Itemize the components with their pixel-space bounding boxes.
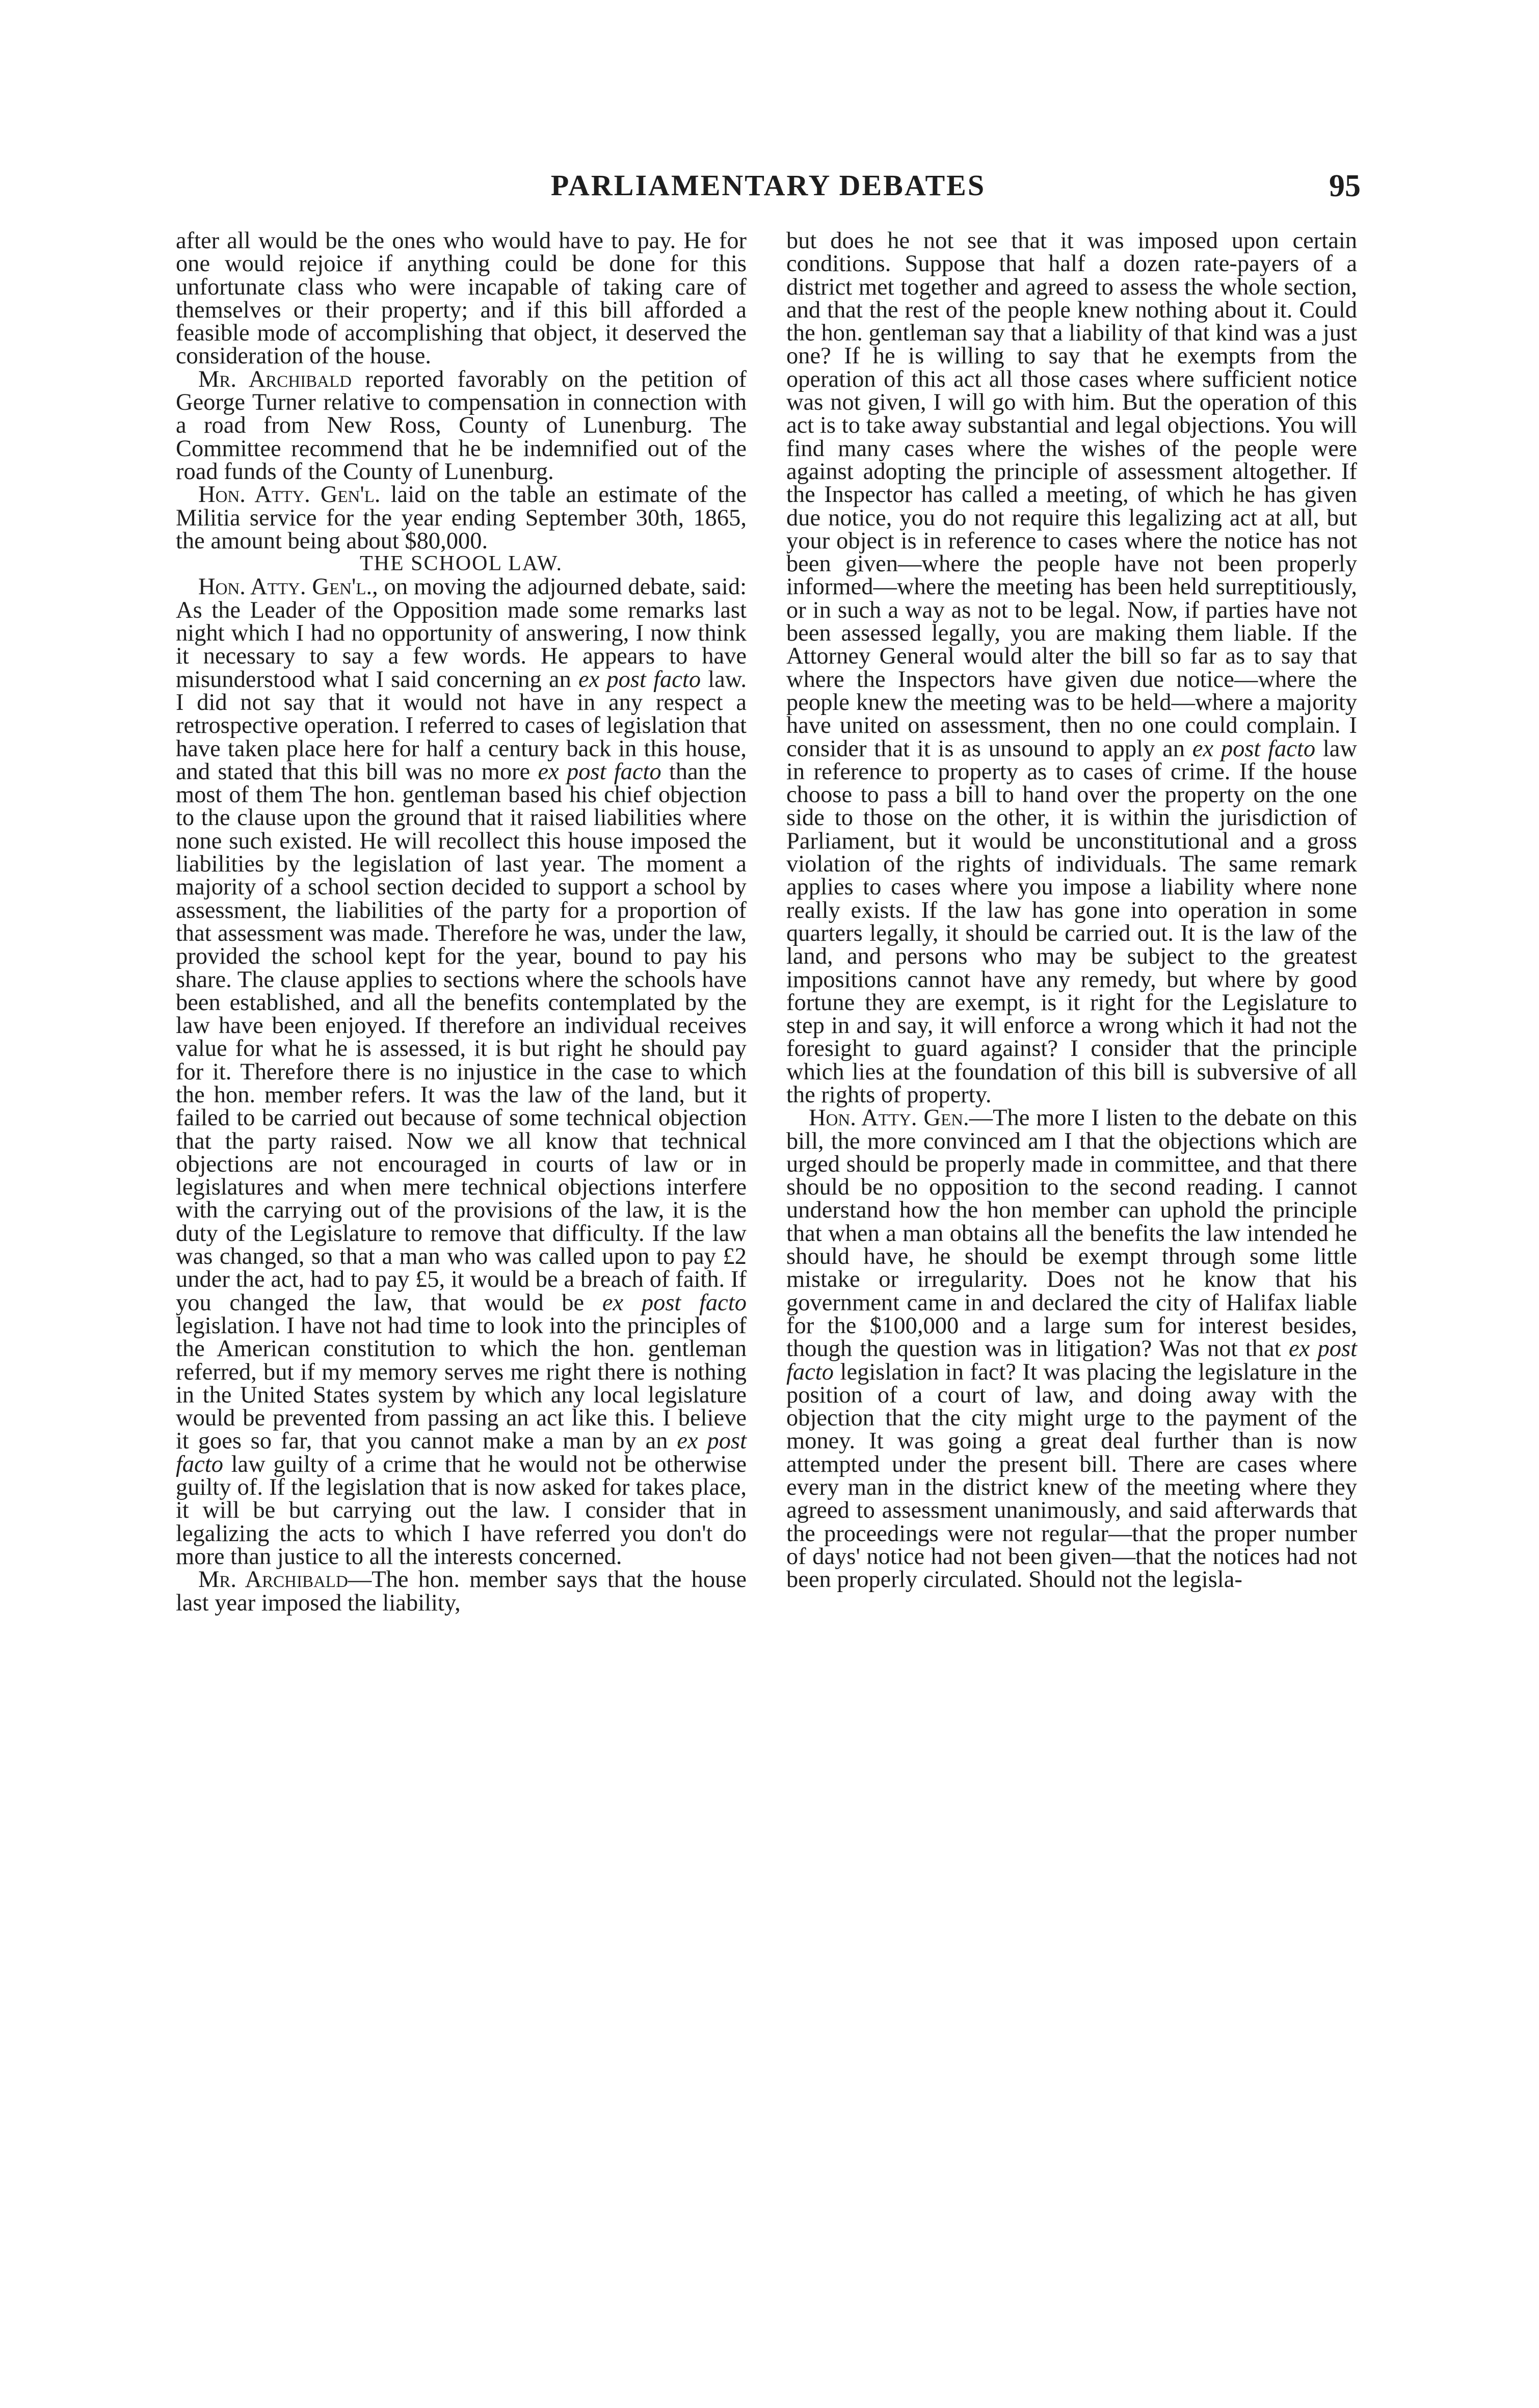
paragraph-text: reported favorably on the petition of George Turner relative to compensation in connection with a road from New Ross, County of Lunenburg. The Committee recommend that he be indemnified out of the road funds of the County of Lunenburg.	[176, 366, 747, 485]
paragraph-text: law. I did not say that it would not have in any respect a retrospective operation. I referred to cases of legislation that have taken place here for half a century back in this house, and stated that this bill was no more	[176, 666, 747, 785]
paragraph	[176, 483, 747, 552]
left-column	[176, 229, 747, 1615]
page-title: PARLIAMENTARY DEBATES	[550, 169, 986, 202]
paragraph-text: legislation in fact? It was placing the legislature in the position of a court of law, and doing away with the objection that the city might urge to the payment of the money. It was going a great deal further than is now attempted under the present bill. There are cases where every man in the district knew of the meeting where they agreed to assessment unanimously, and said afterwards that the proceedings were not regular—that the proper number of days' notice had not been given—that the notices had not been properly circulated. Should not the legisla-	[786, 1359, 1357, 1593]
paragraph	[176, 229, 747, 368]
paragraph	[176, 368, 747, 483]
paragraph	[786, 229, 1357, 1106]
latin-phrase: ex post facto	[602, 1289, 747, 1316]
latin-phrase: ex post facto	[176, 1428, 747, 1477]
paragraph-text: law guilty of a crime that he would not be otherwise guilty of. If the legislation that is now asked for takes place, it will be but carrying out the law. I consider that in legalizing the acts to which I have referred you don't do more than justice to all the interests concerned.	[176, 1451, 747, 1570]
speaker-name: Hon. Atty. Gen'l.	[198, 574, 373, 600]
paragraph-text: after all would be the ones who would have to pay. He for one would rejoice if anything could be done for this unfortunate class who were incapable of taking care of themselves or their property; and if this bill afforded a feasible mode of accomplishing that object, it deserved the consideration of the house.	[176, 228, 747, 369]
latin-phrase: ex post facto	[1192, 735, 1316, 762]
paragraph-text: —The more I listen to the debate on this bill, the more convinced am I that the objections which are urged should be properly made in committee, and that there should be no opposition to the second reading. I cannot understand how the hon member can uphold the principle that when a man obtains all the benefits the law intended he should have, he should be exempt through some little mistake or irregularity. Does not he know that his government came in and declared the city of Halifax liable for the $100,000 and a large sum for interest besides, though the question was in litigation? Was not that	[786, 1105, 1358, 1362]
latin-phrase: ex post facto	[578, 666, 701, 693]
paragraph-text: , on moving the adjourned debate, said: As the Leader of the Opposition made some remarks last night which I had no opportunity of answering, I now think it necessary to say a few words. He appears to have misunderstood what I said concerning an	[176, 574, 747, 693]
speaker-name: Hon. Atty. Gen'l.	[198, 482, 381, 508]
paragraph-text: than the most of them The hon. gentleman based his chief objection to the clause upon the ground that it raised liabilities where none such existed. He will recollect this house imposed the liabilities by the legislation of last year. The moment a majority of a school section decided to support a school by assessment, the liabilities of the party for a proportion of that assessment was made. Therefore he was, under the law, provided the school kept for the year, bound to pay his share. The clause applies to sections where the schools have been established, and all the benefits contemplated by the law have been enjoyed. If therefore an individual receives value for what he is assessed, it is but right he should pay for it. Therefore there is no injustice in the case to which the hon. member refers. It was the law of the land, but it failed to be carried out because of some technical objection that the party raised. Now we all know that technical objections are not encouraged in courts of law or in legislatures and when mere technical objections interfere with the carrying out of the provisions of the law, it is the duty of the Legislature to remove that difficulty. If the law was changed, so that a man who was called upon to pay £2 under the act, had to pay £5, it would be a breach of faith. If you changed the law, that would be	[176, 758, 747, 1316]
paragraph-text: law in reference to property as to cases of crime. If the house choose to pass a bill to hand over the property on the one side to those on the other, it is within the jurisdiction of Parliament, but it would be unconstitutional and a gross violation of the rights of individuals. The same remark applies to cases where you impose a liability where none really exists. If the law has gone into operation in some quarters legally, it should be carried out. It is the law of the land, and persons who may be subject to the greatest impositions cannot have any remedy, but where by good fortune they are exempt, is it right for the Legislature to step in and say, it will enforce a wrong which it had not the foresight to guard against? I consider that the principle which lies at the foundation of this bill is subversive of all the rights of property.	[786, 735, 1358, 1108]
paragraph-text: laid on the table an estimate of the Militia service for the year ending September 30th, 1865, the amount being about $80,000.	[176, 482, 747, 554]
running-header	[176, 168, 1361, 209]
latin-phrase: ex post facto	[538, 758, 661, 785]
page-number: 95	[1329, 169, 1361, 203]
latin-phrase: ex post facto	[786, 1336, 1357, 1385]
section-heading: THE SCHOOL LAW.	[359, 552, 563, 576]
paragraph-text: but does he not see that it was imposed upon certain conditions. Suppose that half a dozen rate-payers of a district met together and agreed to assess the whole section, and that the rest of the people knew nothing about it. Could the hon. gentleman say that a liability of that kind was a just one? If he is willing to say that he exempts from the operation of this act all those cases where sufficient notice was not given, I will go with him. But the operation of this act is to take away substantial and legal objections. You will find many cases where the wishes of the people were against adopting the principle of assessment altogether. If the Inspector has called a meeting, of which he has given due notice, you do not require this legalizing act at all, but your object is in reference to cases where the notice has not been given—where the people have not been properly informed—where the meeting has been held surreptitiously, or in such a way as not to be legal. Now, if parties have not been assessed legally, you are making them liable. If the Attorney General would alter the bill so far as to say that where the Inspectors have given due notice—where the people knew the meeting was to be held—where a majority have united on assessment, then no one could complain. I consider that it is as unsound to apply an	[786, 228, 1357, 762]
speaker-name: Mr. Archibald	[198, 1567, 348, 1593]
paragraph	[176, 1568, 747, 1615]
speaker-name: Mr. Archibald	[198, 366, 352, 392]
paragraph	[176, 575, 747, 1568]
paragraph-text: —The hon. member says that the house last year imposed the liability,	[176, 1567, 747, 1616]
right-column	[786, 229, 1357, 1592]
paragraph	[786, 1106, 1357, 1591]
speaker-name: Hon. Atty. Gen.	[809, 1105, 969, 1131]
paragraph-text: legislation. I have not had time to look into the principles of the American constitution to which the hon. gentleman referred, but if my memory serves me right there is nothing in the United States system by which any local legislature would be prevented from passing an act like this. I believe it goes so far, that you cannot make a man by an	[176, 1312, 747, 1454]
